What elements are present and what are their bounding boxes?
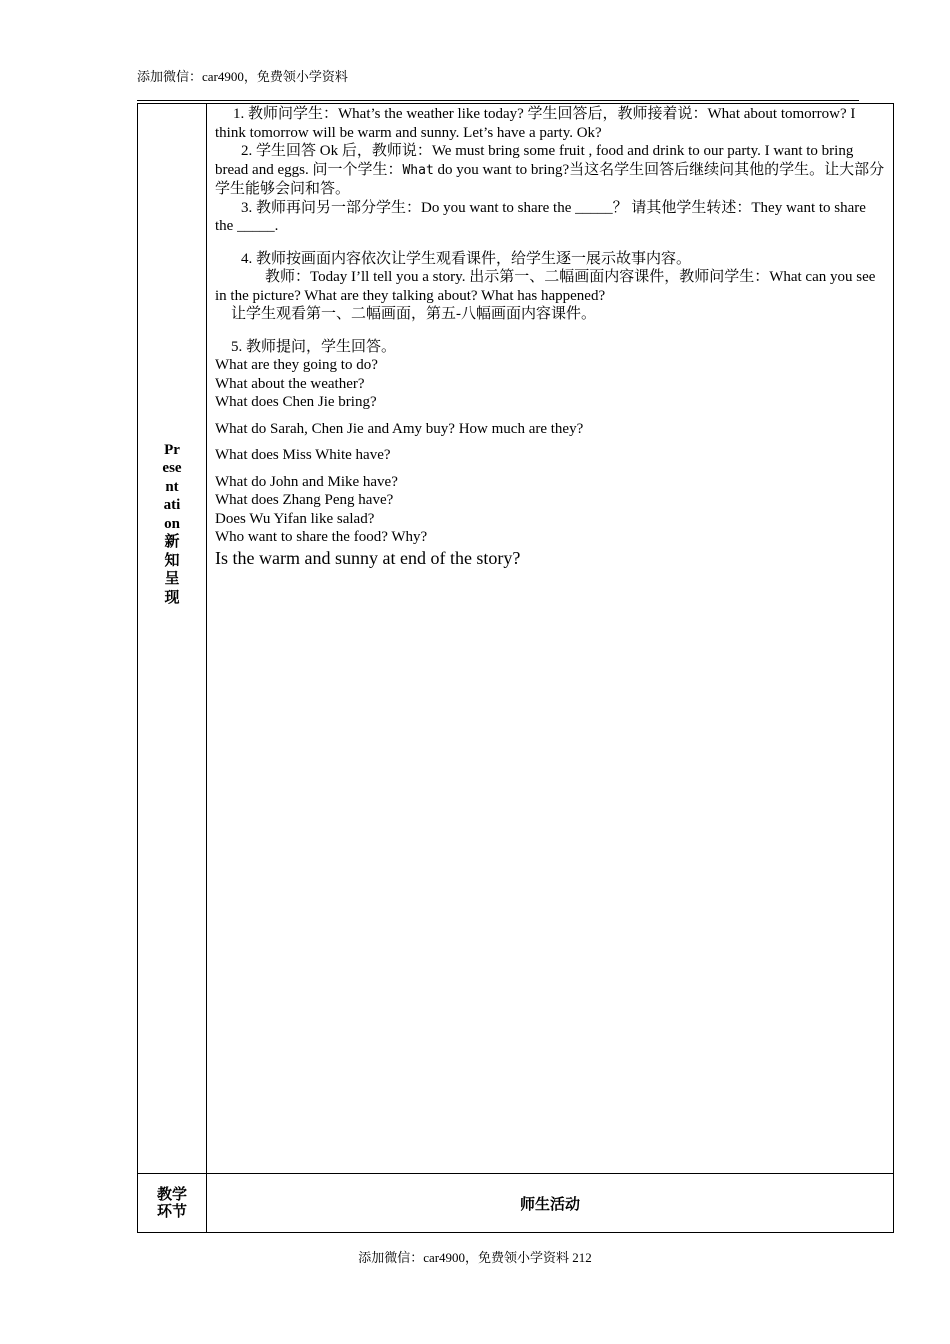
question-5: What does Miss White have?	[215, 447, 391, 463]
lesson-table	[137, 103, 894, 1233]
presentation-row	[138, 104, 894, 1174]
paragraph-4: 4. 教师按画面内容依次让学生观看课件，给学生逐一展示故事内容。	[241, 250, 692, 267]
section-label: Presentation新知呈现	[162, 441, 182, 606]
footer-label: 教学环节	[156, 1185, 187, 1220]
paragraph-7: 5. 教师提问，学生回答。	[231, 338, 397, 355]
section-content-cell	[207, 104, 894, 1174]
paragraph-1: 1. 教师问学生：What’s the weather like today? 学生回答后，教师接着说：What about tomorrow? I think tomorrow will be warm and sunny. Let’s have a party. Ok?	[215, 106, 856, 141]
paragraph-6: 让学生观看第一、二幅画面，第五-八幅画面内容课件。	[231, 306, 596, 322]
footer-row	[138, 1174, 894, 1233]
header-rule	[137, 100, 859, 101]
spacer	[215, 412, 887, 420]
spacer	[215, 324, 887, 338]
section-label-cell	[138, 104, 207, 1174]
spacer	[215, 465, 887, 473]
question-1: What are they going to do?	[215, 357, 378, 373]
paragraph-2-code: What	[402, 162, 434, 178]
paragraph-5: 教师：Today I’ll tell you a story. 出示第一、二幅画面内容课件，教师问学生：What can you see in the picture? What are they talking about? What has happened?	[215, 269, 876, 304]
spacer	[215, 236, 887, 250]
footer-content: 师生活动	[207, 1174, 894, 1233]
question-8: Does Wu Yifan like salad?	[215, 510, 375, 527]
paragraph-2	[215, 142, 887, 199]
question-4: What do Sarah, Chen Jie and Amy buy? How much are they?	[215, 420, 584, 437]
question-2: What about the weather?	[215, 375, 365, 392]
paragraph-3: 3. 教师再问另一部分学生：Do you want to share the _____？ 请其他学生转述：They want to share the _____.	[215, 199, 866, 234]
header-note: 添加微信：car4900，免费领小学资料	[137, 69, 348, 84]
paragraph-2-part-1: 2. 学生回答 Ok 后，教师说：We must bring some fruit , food and drink to our party. I want to bring bread and eggs. 问一个学生：	[215, 143, 854, 178]
footer-note: 添加微信：car4900，免费领小学资料 212	[358, 1250, 592, 1265]
footer-label-cell	[138, 1174, 207, 1233]
question-7: What does Zhang Peng have?	[215, 492, 394, 508]
spacer	[215, 438, 887, 446]
question-6: What do John and Mike have?	[215, 473, 398, 490]
paragraph-2-part-2: do you want to bring?当这名学生回答后继续问其他的学生。让大部分学生能够会问和答。	[215, 161, 885, 197]
question-3: What does Chen Jie bring?	[215, 394, 377, 410]
section-content	[207, 104, 893, 569]
question-9: Who want to share the food? Why?	[215, 529, 428, 545]
question-10: Is the warm and sunny at end of the story?	[215, 547, 521, 568]
